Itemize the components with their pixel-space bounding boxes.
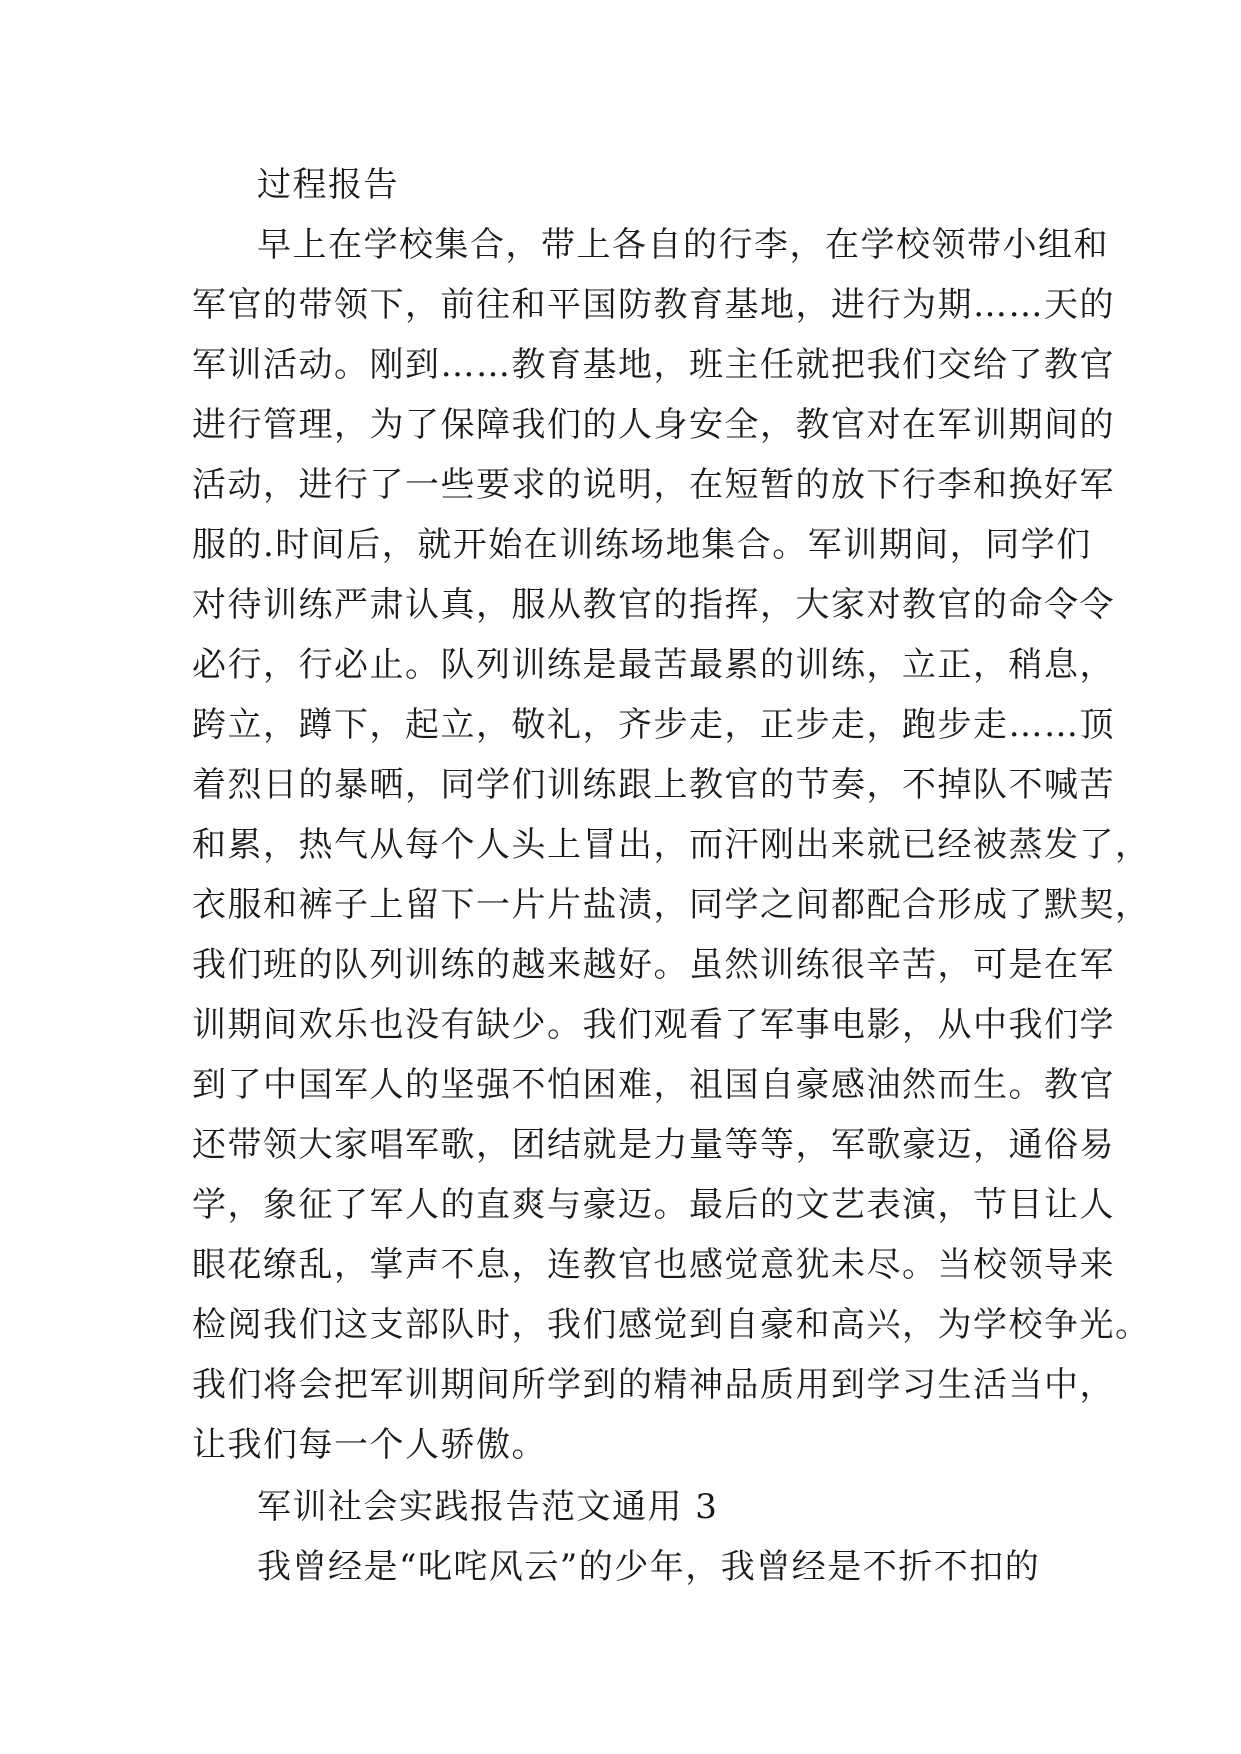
paragraph-line: 眼花缭乱，掌声不息，连教官也感觉意犹未尽。当校领导来	[192, 1245, 1115, 1285]
paragraph-line: 早上在学校集合，带上各自的行李，在学校领带小组和	[257, 225, 1109, 265]
paragraph-line: 跨立，蹲下，起立，敬礼，齐步走，正步走，跑步走……顶	[192, 705, 1115, 745]
paragraph-line: 军训活动。刚到……教育基地，班主任就把我们交给了教官	[192, 345, 1115, 385]
paragraph-line: 进行管理，为了保障我们的人身安全，教官对在军训期间的	[192, 405, 1115, 445]
paragraph-line: 军官的带领下，前往和平国防教育基地，进行为期……天的	[192, 285, 1115, 325]
paragraph-line: 到了中国军人的坚强不怕困难，祖国自豪感油然而生。教官	[192, 1065, 1115, 1105]
paragraph-line: 训期间欢乐也没有缺少。我们观看了军事电影，从中我们学	[192, 1005, 1115, 1045]
paragraph-line: 还带领大家唱军歌，团结就是力量等等，军歌豪迈，通俗易	[192, 1125, 1115, 1165]
paragraph-line: 服的.时间后，就开始在训练场地集合。军训期间，同学们	[192, 525, 1092, 565]
paragraph-line: 我们班的队列训练的越来越好。虽然训练很辛苦，可是在军	[192, 945, 1115, 985]
paragraph-line: 着烈日的暴晒，同学们训练跟上教官的节奏，不掉队不喊苦	[192, 765, 1115, 805]
paragraph-line: 必行，行必止。队列训练是最苦最累的训练，立正，稍息，	[192, 645, 1115, 685]
paragraph-line: 对待训练严肃认真，服从教官的指挥，大家对教官的命令令	[192, 585, 1115, 625]
paragraph-line: 衣服和裤子上留下一片片盐渍，同学之间都配合形成了默契，	[192, 885, 1151, 925]
paragraph-line: 我曾经是“叱咤风云”的少年，我曾经是不折不扣的	[257, 1547, 1041, 1587]
paragraph-line: 和累，热气从每个人头上冒出，而汗刚出来就已经被蒸发了，	[192, 825, 1151, 865]
paragraph-line: 检阅我们这支部队时，我们感觉到自豪和高兴，为学校争光。	[192, 1305, 1151, 1345]
paragraph-line: 让我们每一个人骄傲。	[192, 1425, 547, 1465]
section-heading-process-report: 过程报告	[257, 165, 399, 205]
paragraph-line: 我们将会把军训期间所学到的精神品质用到学习生活当中，	[192, 1365, 1115, 1405]
paragraph-line: 活动，进行了一些要求的说明，在短暂的放下行李和换好军	[192, 465, 1115, 505]
paragraph-line: 学，象征了军人的直爽与豪迈。最后的文艺表演，节目让人	[192, 1185, 1115, 1225]
article-heading: 军训社会实践报告范文通用 3	[257, 1487, 719, 1527]
